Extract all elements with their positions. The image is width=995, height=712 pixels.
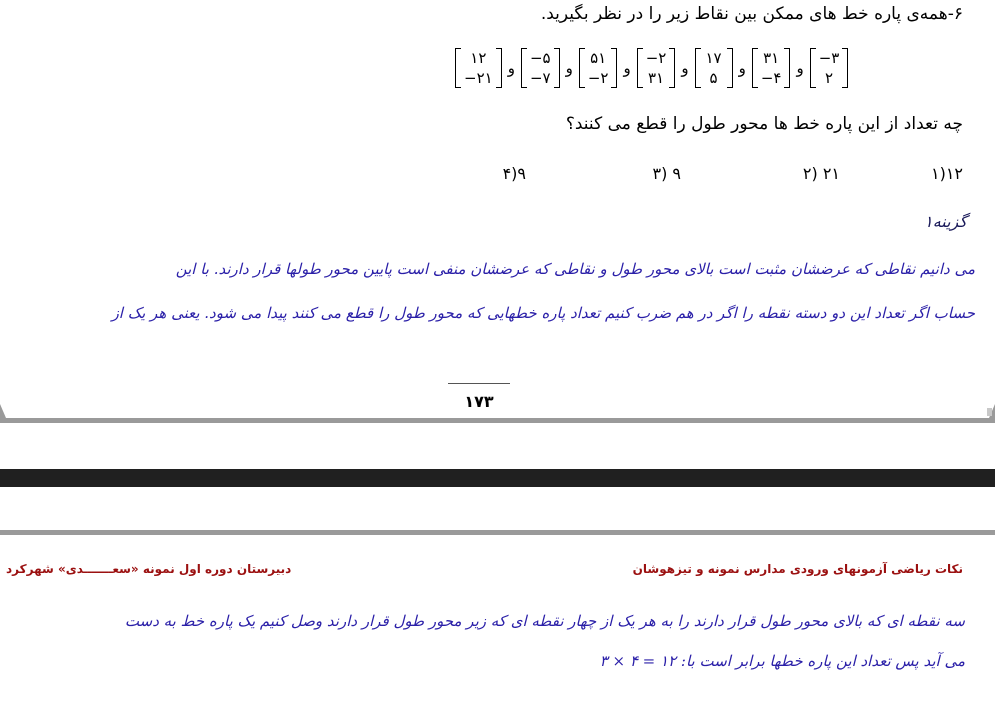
page-number: ۱۷۳ <box>464 392 494 411</box>
page-number-rule <box>448 383 510 384</box>
point-matrix <box>695 48 733 88</box>
solution-line-4: می آید پس تعداد این پاره خطها برابر است با: ۱۲ = ۴ × ۳ <box>599 652 965 670</box>
point-top: ۵۱ <box>590 49 607 67</box>
point-bottom: −۴ <box>760 69 782 87</box>
connector: و <box>507 59 515 77</box>
connector: و <box>681 59 689 77</box>
point-bottom: ۳۱ <box>647 69 665 87</box>
point-matrix <box>810 48 849 88</box>
solution-line-2: حساب اگر تعداد این دو دسته نقطه را اگر در هم ضرب کنیم تعداد پاره خطهایی که محور طول را قطع می کنند پیدا می شود. یعنی هر یک از <box>111 304 975 322</box>
connector: و <box>623 59 631 77</box>
point-top: −۳ <box>818 49 840 67</box>
point-bottom: −۲۱ <box>464 69 493 87</box>
option-4: ۹(۴ <box>502 164 526 183</box>
connector: و <box>796 59 804 77</box>
point-top: ۳۱ <box>763 49 780 67</box>
question-title: ۶-همه‌ی پاره خط های ممکن بین نقاط زیر را در نظر بگیرید. <box>540 4 963 24</box>
scroll-mark <box>987 408 992 416</box>
solution-line-3: سه نقطه ای که بالای محور طول قرار دارند را به هر یک از چهار نقطه ای که زیر محور طول قرار دارند وصل کنیم یک پاره خط به دست <box>124 612 965 630</box>
point-matrix <box>637 48 676 88</box>
point-bottom: −۷ <box>529 69 551 87</box>
option-2: ۲۱ (۲ <box>802 164 840 183</box>
point-matrix <box>579 48 618 88</box>
point-bottom: ۵ <box>709 69 718 87</box>
point-bottom: ۲ <box>824 69 834 87</box>
page-gap <box>0 423 995 469</box>
point-top: −۵ <box>529 49 551 67</box>
header-school-name: دبیرستان دوره اول نمونه «سعـــــــدی» شهرکرد <box>6 562 292 576</box>
point-bottom: −۲ <box>587 69 609 87</box>
option-1: ۱۲(۱ <box>930 164 963 183</box>
page-gap <box>0 487 995 530</box>
point-top: −۲ <box>645 49 667 67</box>
question-prompt: چه تعداد از این پاره خط ها محور طول را قطع می کنند؟ <box>565 114 963 134</box>
point-list <box>455 48 848 88</box>
solution-line-1: می دانیم نقاطی که عرضشان مثبت است بالای محور طول و نقاطی که عرضشان منفی است پایین محور طولها قرار دارند. با این <box>175 260 975 278</box>
connector: و <box>565 59 573 77</box>
point-matrix <box>521 48 560 88</box>
page-separator <box>0 469 995 487</box>
point-top: ۱۲ <box>470 49 487 67</box>
page-corner <box>0 404 6 418</box>
point-matrix <box>752 48 791 88</box>
point-top: ۱۷ <box>705 49 722 67</box>
answer-label: گزینه۱ <box>924 212 967 231</box>
header-book-title: نکات ریاضی آزمونهای ورودی مدارس نمونه و تیزهوشان <box>632 562 963 576</box>
connector: و <box>738 59 746 77</box>
option-3: ۹ (۳ <box>652 164 681 183</box>
point-matrix <box>455 48 502 88</box>
